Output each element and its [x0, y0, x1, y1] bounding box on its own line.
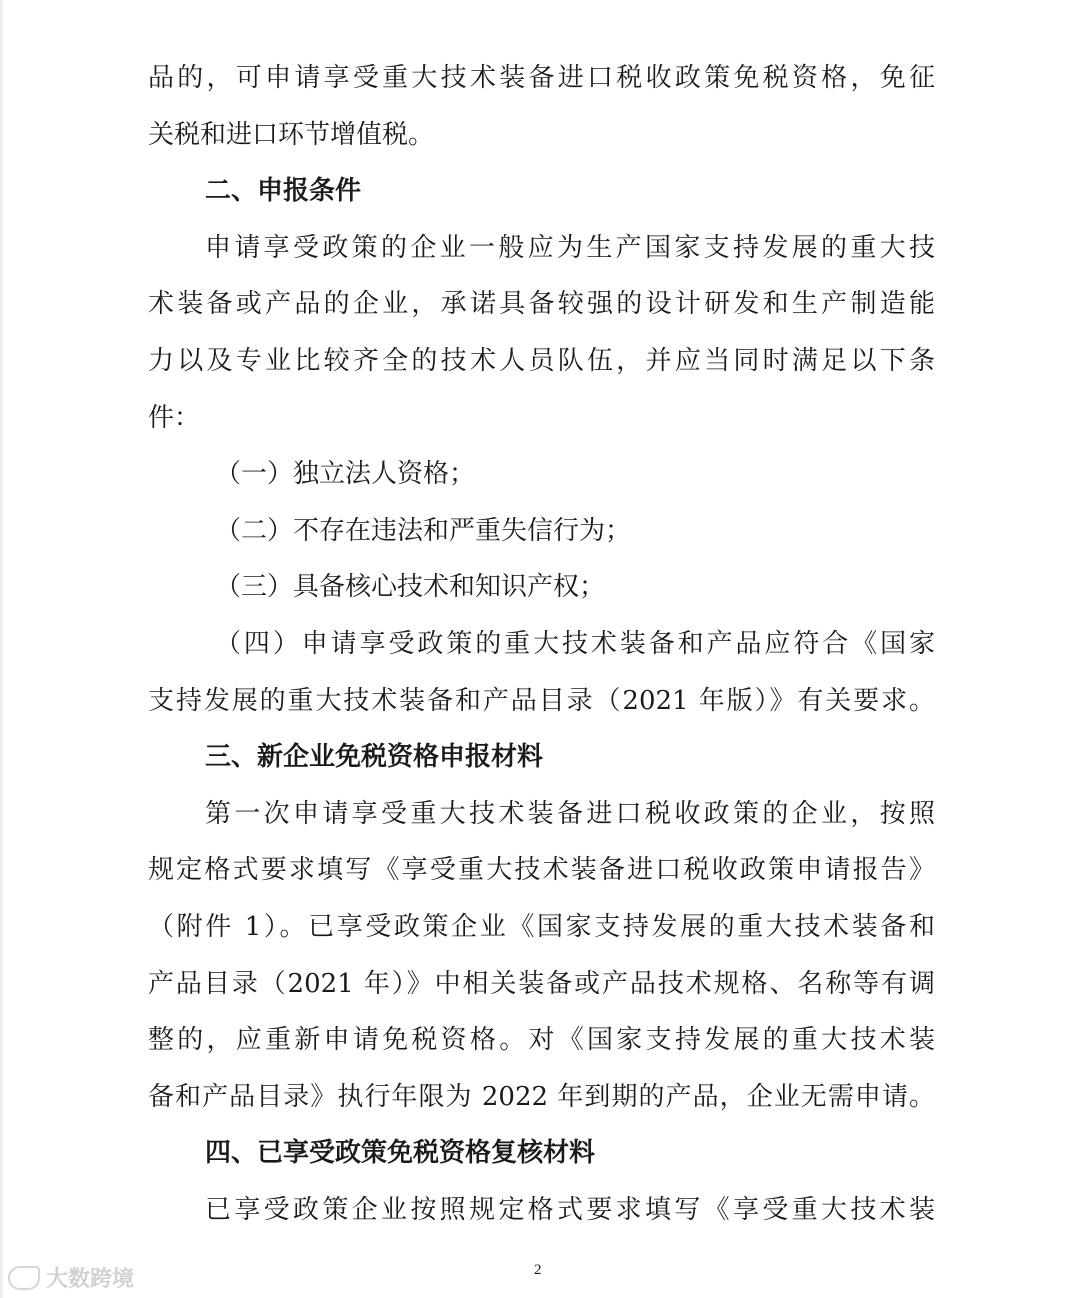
list-item: （二）不存在违法和严重失信行为；: [215, 515, 632, 546]
paragraph-line: （附件 1）。已享受政策企业《国家支持发展的重大技术装备和: [148, 911, 935, 942]
section-heading: 二、申报条件: [205, 176, 362, 207]
paragraph-line: 已享受政策企业按照规定格式要求填写《享受重大技术装: [205, 1194, 935, 1225]
section-heading: 三、新企业免税资格申报材料: [205, 742, 544, 773]
list-item: （四）申请享受政策的重大技术装备和产品应符合《国家: [215, 628, 935, 659]
paragraph-line: 规定格式要求填写《享受重大技术装备进口税收政策申请报告》: [148, 855, 935, 886]
page-number: 2: [534, 1262, 542, 1278]
document-body: [148, 50, 935, 1238]
paragraph-line: 产品目录（2021 年）》中相关装备或产品技术规格、名称等有调: [148, 968, 935, 999]
paragraph-line: 备和产品目录》执行年限为 2022 年到期的产品，企业无需申请。: [148, 1081, 935, 1112]
watermark-text: 大数跨境: [46, 1267, 135, 1292]
watermark-logo-icon: [8, 1266, 40, 1290]
paragraph-line: 件：: [148, 402, 201, 433]
section-heading: 四、已享受政策免税资格复核材料: [205, 1138, 596, 1169]
list-item: （三）具备核心技术和知识产权；: [215, 572, 606, 603]
list-item: （一）独立法人资格；: [215, 459, 476, 490]
paragraph-line: 力以及专业比较齐全的技术人员队伍，并应当同时满足以下条: [148, 345, 935, 376]
paragraph-line: 第一次申请享受重大技术装备进口税收政策的企业，按照: [205, 798, 935, 829]
watermark: [8, 1262, 134, 1293]
paragraph-line: 品的，可申请享受重大技术装备进口税收政策免税资格，免征: [148, 63, 935, 93]
paragraph-line: 申请享受政策的企业一般应为生产国家支持发展的重大技: [205, 232, 935, 263]
paragraph-line: 整的，应重新申请免税资格。对《国家支持发展的重大技术装: [148, 1025, 935, 1056]
paragraph-line: 关税和进口环节增值税。: [148, 119, 435, 150]
page-edge: [0, 0, 3, 1298]
paragraph-line: 术装备或产品的企业，承诺具备较强的设计研发和生产制造能: [148, 289, 935, 320]
paragraph-line: 支持发展的重大技术装备和产品目录（2021 年版）》有关要求。: [148, 685, 935, 716]
